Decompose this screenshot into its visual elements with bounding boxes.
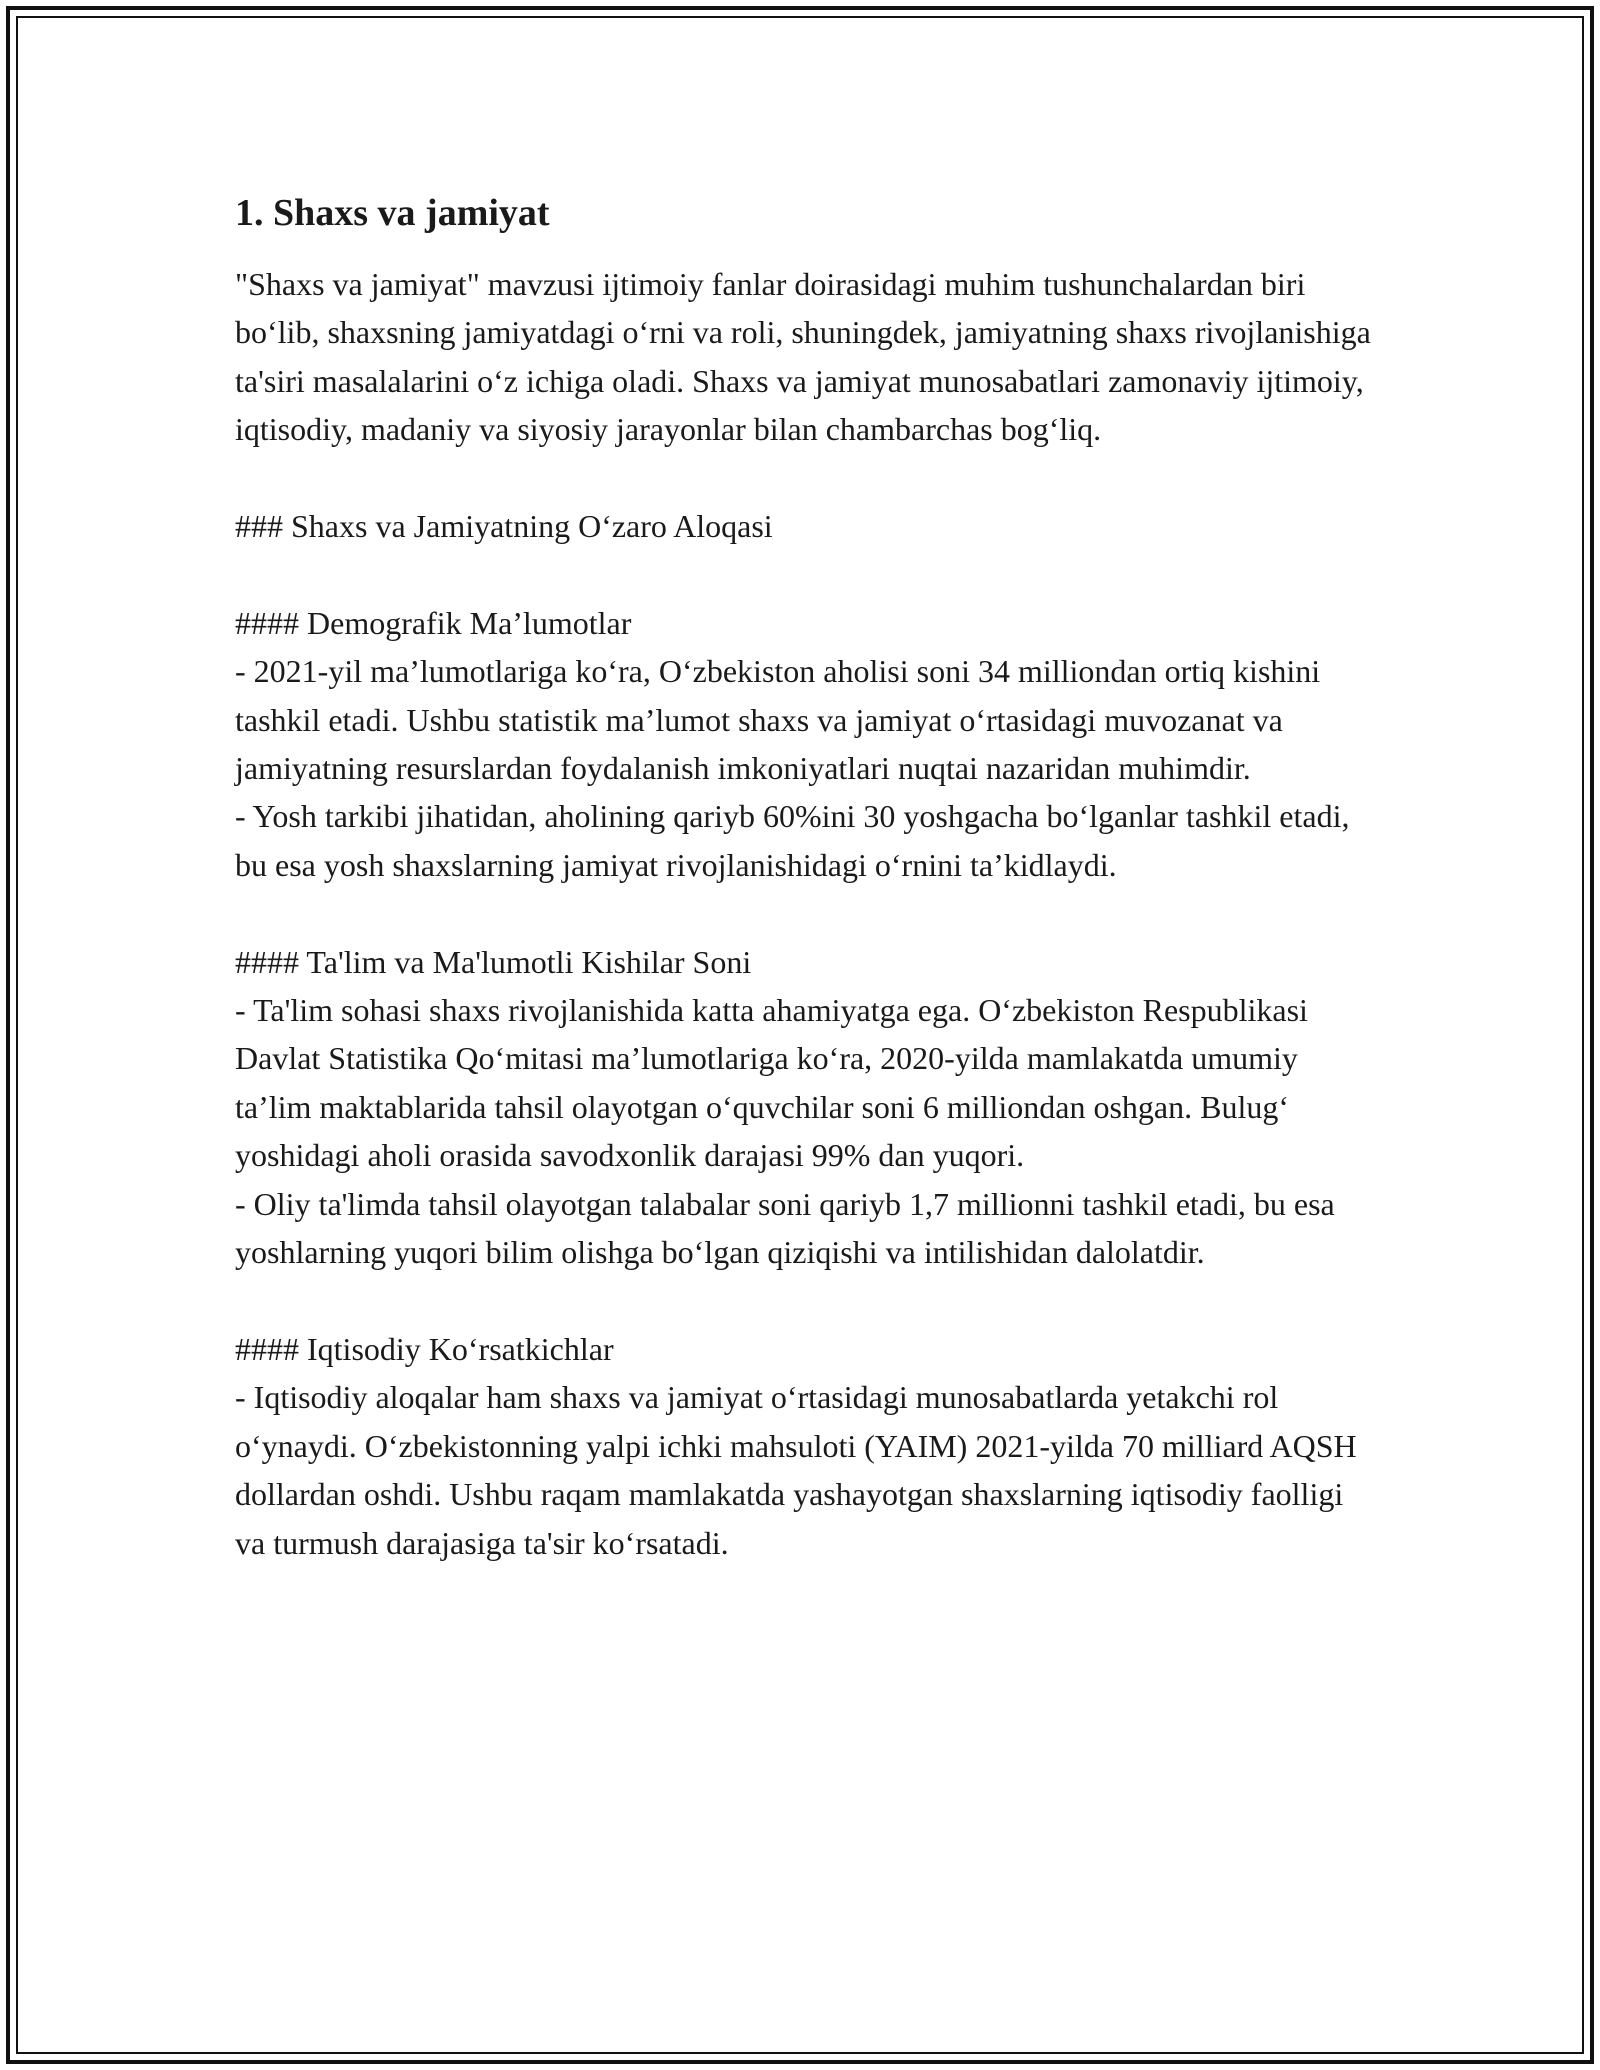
spacer [235,1276,1375,1324]
list-item: - 2021-yil ma’lumotlariga ko‘ra, O‘zbekiston aholisi soni 34 milliondan ortiq kishini tashkil etadi. Ushbu statistik ma’lumot shaxs va jamiyat o‘rtasidagi muvozanat va jamiyatning resurslardan foydalanish imkoniyatlari nuqtai nazaridan muhimdir. [235,653,1321,787]
spacer [235,889,1375,937]
subsection-heading: #### Demografik Ma’lumotlar [235,604,632,641]
list-item: - Ta'lim sohasi shaxs rivojlanishida katta ahamiyatga ega. O‘zbekiston Respublikasi Davlat Statistika Qo‘mitasi ma’lumotlariga ko‘ra, 2020-yilda mamlakatda umumiy ta’lim maktablarida tahsil olayotgan o‘quvchilar soni 6 milliondan oshgan. Bulug‘ yoshidagi aholi orasida savodxonlik darajasi 99% dan yuqori. [235,992,1308,1174]
document-body [235,188,1375,1567]
section-heading: ### Shaxs va Jamiyatning O‘zaro Aloqasi [235,508,773,545]
document-title: 1. Shaxs va jamiyat [235,192,550,234]
subsection-iqtisodiy [235,1325,1375,1567]
spacer [235,454,1375,502]
subsection-demografik [235,599,1375,889]
intro-paragraph: "Shaxs va jamiyat" mavzusi ijtimoiy fanlar doirasidagi muhim tushunchalardan biri bo‘lib, shaxsning jamiyatdagi o‘rni va roli, shuningdek, jamiyatning shaxs rivojlanishiga ta'siri masalalarini o‘z ichiga oladi. Shaxs va jamiyat munosabatlari zamonaviy ijtimoiy, iqtisodiy, madaniy va siyosiy jarayonlar bilan chambarchas bog‘liq. [235,266,1371,448]
list-item: - Iqtisodiy aloqalar ham shaxs va jamiyat o‘rtasidagi munosabatlarda yetakchi rol o‘ynaydi. O‘zbekistonning yalpi ichki mahsuloti (YAIM) 2021-yilda 70 milliard AQSH dollardan oshdi. Ushbu raqam mamlakatda yashayotgan shaxslarning iqtisodiy faolligi va turmush darajasiga ta'sir ko‘rsatadi. [235,1379,1357,1561]
list-item: - Yosh tarkibi jihatidan, aholining qariyb 60%ini 30 yoshgacha bo‘lganlar tashkil etadi, bu esa yosh shaxslarning jamiyat rivojlanishidagi o‘rnini ta’kidlaydi. [235,798,1350,883]
subsection-heading: #### Ta'lim va Ma'lumotli Kishilar Soni [235,943,752,980]
spacer [235,550,1375,598]
subsection-heading: #### Iqtisodiy Ko‘rsatkichlar [235,1330,614,1367]
subsection-talim [235,938,1375,1277]
list-item: - Oliy ta'limda tahsil olayotgan talabalar soni qariyb 1,7 millionni tashkil etadi, bu esa yoshlarning yuqori bilim olishga bo‘lgan qiziqishi va intilishidan dalolatdir. [235,1185,1335,1271]
